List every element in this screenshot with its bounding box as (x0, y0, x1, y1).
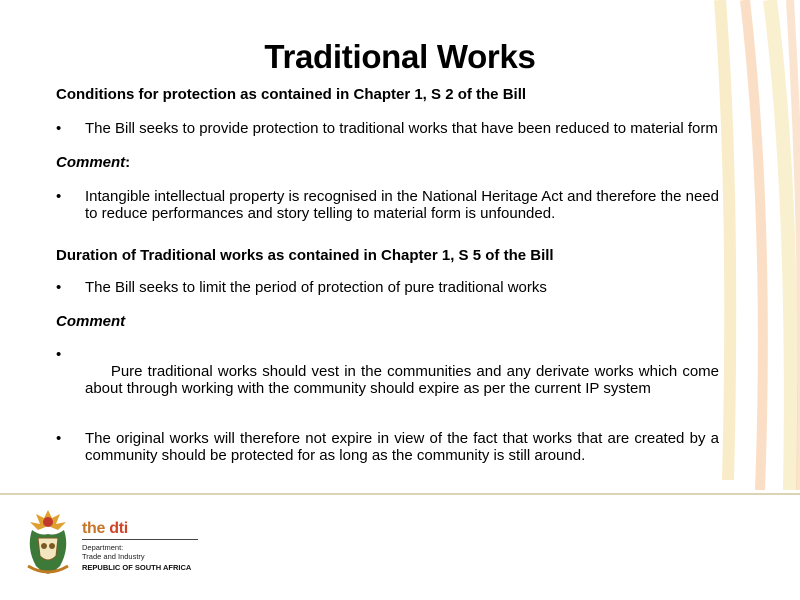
bullet-marker: • (56, 346, 62, 363)
section2-comment-bullet-1 (56, 346, 724, 414)
section2-heading: Duration of Traditional works as contained in Chapter 1, S 5 of the Bill (56, 247, 554, 264)
bullet-marker: • (56, 120, 62, 137)
dti-brand (82, 520, 128, 538)
country-label: REPUBLIC OF SOUTH AFRICA (82, 563, 192, 572)
page-title: Traditional Works (264, 38, 536, 75)
dept-line-2: Trade and Industry (82, 552, 145, 561)
section2-bullet (56, 279, 719, 296)
slide-content (56, 86, 724, 464)
brand-rule (82, 539, 198, 540)
section2-comment-bullet-2 (56, 430, 719, 464)
bullet-marker: • (56, 188, 62, 205)
bullet-marker: • (56, 279, 62, 296)
footer-divider (0, 493, 800, 495)
dept-line-1: Department: (82, 543, 124, 552)
dti-brand-prefix: the (82, 520, 110, 537)
section2-comment-label: Comment (56, 313, 126, 330)
dti-brand-name: dti (109, 520, 128, 537)
department-label (82, 543, 145, 561)
section1-comment-word: Comment (56, 154, 126, 171)
section1-comment-bullet (56, 188, 719, 222)
section1-comment-text: Intangible intellectual property is recognised in the National Heritage Act and therefore the need to reduce performances and story telling to material form is unfounded. (85, 188, 719, 222)
section1-comment-label (56, 154, 719, 171)
section2-comment-text-1: Pure traditional works should vest in the communities and any derivate works which come about through working with the community should expire as per the current IP system (85, 363, 724, 397)
coat-of-arms-icon (22, 508, 74, 578)
section1-bullet-text: The Bill seeks to provide protection to traditional works that have been reduced to material form (85, 120, 718, 137)
section2-comment-text-2: The original works will therefore not expire in view of the fact that works that are created by a community should be protected for as long as the community is still around. (85, 430, 719, 464)
bullet-marker: • (56, 430, 62, 447)
section1-comment-colon: : (125, 154, 131, 171)
section2-bullet-text: The Bill seeks to limit the period of protection of pure traditional works (85, 279, 547, 296)
section1-heading: Conditions for protection as contained in Chapter 1, S 2 of the Bill (56, 86, 527, 103)
section1-bullet (56, 120, 719, 137)
